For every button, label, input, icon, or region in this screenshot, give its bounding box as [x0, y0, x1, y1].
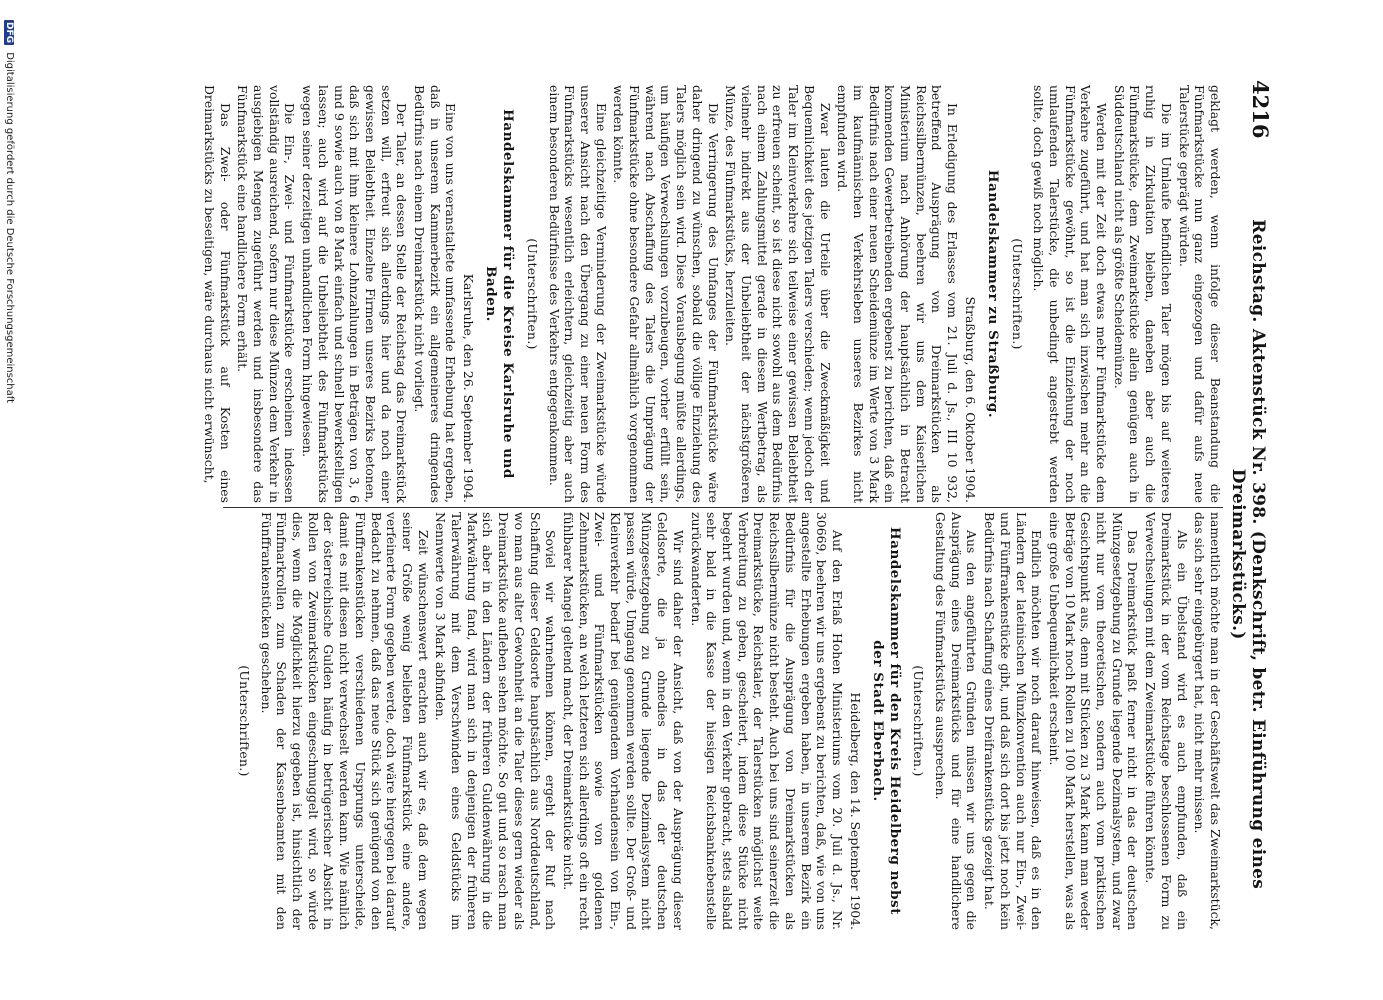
paragraph: namentlich möchte man in der Geschäftswelt das Zweimarkstück, das sich sehr eingebürgert hat, nicht mehr missen. [1192, 512, 1223, 930]
funding-note [4, 20, 15, 403]
paragraph: Soviel wir wahrnehmen können, ergeht der Ruf nach Schaffung dieser Geldsorte hauptsächlich aus Norddeutschland, wo man aus alter Gewohnheit an die Taler dieses gern wieder als Dreimarkstücke aufleben sehen möchte. So gut und so rasch man sich aber in den Ländern der früheren Guldenwährung in die Markwährung fand, wird man sich in denjenigen der früheren Talerwährung mit dem Verschwinden eines Geldstücks im Nennwerte von 3 Mark abfinden. [433, 512, 559, 930]
paragraph: Der Taler, an dessen Stelle der Reichstag das Dreimarkstück setzen will, erfreut sich allerdings hier und da noch einer gewissen Beliebtheit. Einzelne Firmen unseres Bezirks betonen, daß sich mit ihm kleinere Lohnzahlungen in Beträgen von 3, 6 und 9 sowie auch von 8 Mark einfach und schnell bewerkstelligen lassen; auch wird auf die Unbeliebtheit des Fünfmarkstücks wegen seiner derzeitigen unhandlichen Form hingewiesen. [300, 85, 410, 503]
paragraph: Auf den Erlaß Hohen Ministeriums vom 20. Juli d. Js., Nr. 30669, beehren wir uns ergebenst zu berichten, daß, wie von uns angestellte Erhebungen ergeben haben, in unserem Bezirk ein Bedürfnis für die Ausprägung von Dreimarkstücken als Reichssilbermünze nicht besteht. Auch bei uns sind seinerzeit die Dreimarkstücke, Reichstaler, der Talerstücken möglichst weite Verbreitung zu geben, gescheitert, indem diese Stücke nicht begehrt wurden und, wenn in den Verkehr gebracht, stets alsbald sehr bald in die Kasse der hiesigen Reichsbanknebenstelle zurückwanderten. [688, 512, 845, 930]
paragraph: In Erledigung des Erlasses vom 21. Juli d. Js., III 10 932, betreffend Ausprägung von Dreimarkstücken als Reichssilbermünzen, beehren wir uns dem Kaiserlichen Ministerium nach Anhörung der hauptsächlich in Betracht kommenden Gewerbetreibenden ergebenst zu berichten, daß ein Bedürfnis nach einer neuen Scheidemünze im Werte von 3 Mark im kaufmännischen Verkehrsleben unseres Bezirkes nicht empfunden wird. [835, 85, 961, 503]
paragraph: Eine gleichzeitige Verminderung der Zweimarkstücke würde unserer Ansicht nach den Übergang zu einer neuen Form des Fünfmarkstücks wesentlich erleichtern, gleichzeitig aber auch einem besonderen Bedürfnisse des Verkehrs entgegenkommen. [546, 85, 609, 503]
section-heading-strassburg: Handelskammer zu Straßburg. [984, 169, 1001, 419]
funding-note-text: Digitalisierung gefördert durch die Deutsche Forschungsgemeinschaft [4, 52, 15, 404]
paragraph: Die Ein-, Zwei- und Fünfmarkstücke erscheinen indessen vollständig ausreichend, sofern nur diese Münzen dem Verkehr in ausgiebigen Mengen zugeführt werden und insbesondere das Fünfmarkstück eine handlichere Form erhält. [235, 85, 298, 503]
page-number: 4216 [1248, 80, 1273, 139]
paragraph: Endlich möchten wir noch darauf hinweisen, daß es in den Ländern der lateinischen Münzkonvention auch nur Ein-, Zwei- und Fünffrankenstücke gibt, und daß sich dort bis jetzt noch kein Bedürfnis nach Schaffung eines Dreifrankenstücks gezeigt hat. [982, 512, 1045, 930]
paragraph: Zwar lauten die Urteile über die Zweckmäßigkeit und Bequemlichkeit des jetzigen Talers verschieden; wenn jedoch der Taler im Kleinverkehre sich teilweise einer gewissen Beliebtheit zu erfreuen scheint, so ist diese nicht sowohl aus dem Bedürfnis nach einem Zahlungsmittel gerade in diesem Wertbetrag, als vielmehr indirekt aus der Unbeliebtheit der nächstgrößeren Münze, des Fünfmarkstücks, herzuleiten. [723, 85, 833, 503]
dateline: Karlsruhe, den 26. September 1904. [461, 273, 477, 503]
paragraph: Eine von uns veranstaltete umfassende Erhebung hat ergeben, daß in unserem Kammerbezirk ein allgemeineres dringendes Bedürfnis nach einem Dreimarkstück nicht vorliegt. [412, 85, 459, 503]
dfg-logo: DFG [4, 22, 14, 44]
signatures-note: (Unterschriften.) [524, 238, 540, 350]
paragraph: geklagt werden, wenn infolge dieser Beanstandung die Fünfmarkstücke nun ganz eingezogen und dafür aufs neue Talerstücke geprägt würden. [1176, 85, 1223, 503]
paragraph: Zeit wünschenswert erachten auch wir es, daß dem wegen seiner Größe wenig beliebten Fünfmarkstück eine andere, verfeinerte Form gegeben werde, doch wäre hiergegen bei darauf Bedacht zu nehmen, daß das neue Stück sich genügend von den Fünffrankenstücken verschiedenen Ursprungs unterscheide, damit es mit diesen nicht verwechselt werden kann. Wie nämlich der österreichische Gulden häufig in betrügerischer Absicht in Rollen von Zweimarkstücken eingeschmuggelt wird, so würde dies, wenn die Möglichkeit hierzu gegeben ist, hinsichtlich der Fünfmarkrollen zum Schaden der Kassenbeamten mit den Fünffrankenstücken geschehen. [258, 512, 431, 930]
page-header [1228, 80, 1273, 970]
paragraph: Werden mit der Zeit doch etwas mehr Fünfmarkstücke dem Verkehre zugeführt, und hat man sich inzwischen mehr an die Fünfmarkstücke gewöhnt, so ist die Einziehung der noch umlaufenden Talerstücke, die unbedingt angestrebt werden sollte, doch gewiß noch möglich. [1031, 85, 1110, 503]
column-divider [223, 507, 1223, 508]
section-heading-karlsruhe: Handelskammer für die Kreise Karlsruhe und Baden. [483, 109, 517, 479]
paragraph: Wir sind daher der Ansicht, daß von der Ausprägung dieser Geldsorte, die ja ohnedies in das der deutschen Münzgesetzgebung zu Grunde liegende Dezimalsystem nicht passen würde, Umgang genommen werden sollte. Der Groß- und Kleinverkehr bedarf bei genügendem Vorhandensein von Ein-, Zwei- und Fünfmarkstücken sowie von goldenen Zehnmarkstücken, an welch letzteren sich allerdings oft ein recht fühlbarer Mangel geltend macht, der Dreimarkstücke nicht. [560, 512, 686, 930]
paragraph: Aus den angeführten Gründen müssen wir uns gegen die Ausprägung eines Dreimarkstücks und für eine handlichere Gestaltung des Fünfmarkstücks aussprechen. [933, 512, 980, 930]
signatures-note: (Unterschriften.) [911, 665, 927, 777]
paragraph: Die im Umlaufe befindlichen Taler mögen bis auf weiteres ruhig in Zirkulation bleiben, daneben aber auch die Fünfmarkstücke, dem Zweimarkstücke allein genügen auch in Süddeutschland nicht als größte Scheidemünze. [1111, 85, 1174, 503]
dateline: Heidelberg, den 14. September 1904. [847, 692, 863, 930]
paragraph: Die Verringerung des Umfanges der Fünfmarkstücke wäre daher dringend zu wünschen, sobald die völlige Einziehung des Talers möglich sein wird. Diese Vorausbegung müßte allerdings, um häufigen Verwechslungen vorzubeugen, vorher erfüllt sein, während nach Abschaffung des Talers die Umprägung der Fünfmarkstücke ohne besondere Gefahr allmählich vorgenommen werden könnte. [611, 85, 721, 503]
right-column [223, 512, 1223, 930]
paragraph: Das Zwei- oder Fünfmarkstück auf Kosten eines Dreimarkstücks zu beseitigen, wäre durchaus nicht erwünscht, [201, 85, 233, 503]
section-heading-heidelberg: Handelskammer für den Kreis Heidelberg nebst der Stadt Eberbach. [869, 526, 903, 916]
paragraph: Das Dreimarkstück paßt ferner nicht in das der deutschen Münzgesetzgebung zu Grunde liegende Dezimalsystem, und zwar nicht nur vom theoretischen, sondern auch vom praktischen Gesichtspunkt aus, denn mit Stücken zu 3 Mark kann man weder Beträge von 10 Mark noch Rollen zu 100 Mark herstellen, was als eine große Unbequemlichkeit erscheint. [1046, 512, 1141, 930]
left-column [201, 85, 1223, 503]
paragraph: Als ein Übelstand wird es auch empfunden, daß ein Dreimarkstück in der vom Reichstage beschlossenen Form zu Verwechselungen mit dem Zweimarkstücke führen könnte. [1143, 512, 1190, 930]
signatures-note: (Unterschriften.) [1009, 238, 1025, 350]
dateline: Straßburg, den 6. Oktober 1904. [962, 296, 978, 503]
signatures-note: (Unterschriften.) [236, 665, 252, 777]
running-head: Reichstag. Aktenstück Nr. 398. (Denkschrift, betr. Einführung eines Dreimarkstücks.) [1228, 219, 1268, 890]
